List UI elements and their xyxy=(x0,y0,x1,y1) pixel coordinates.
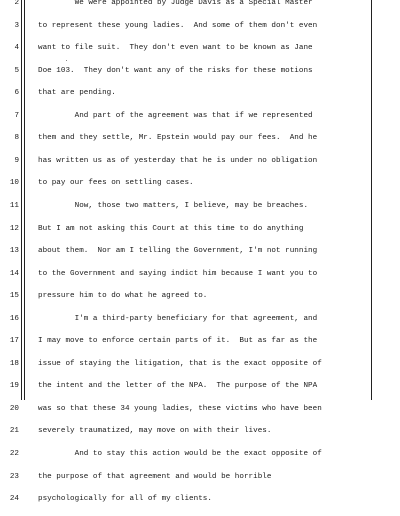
transcript-line xyxy=(0,314,400,336)
line-number: 8 xyxy=(14,134,19,143)
line-text: the purpose of that agreement and would be horrible xyxy=(38,472,272,481)
transcript-line xyxy=(0,178,400,200)
line-number: 22 xyxy=(9,450,19,458)
line-number: 3 xyxy=(14,21,19,30)
line-number: 21 xyxy=(9,427,19,436)
line-text: Now, those two matters, I believe, may be breaches. xyxy=(38,201,309,210)
line-text: And part of the agreement was that if we represented xyxy=(38,111,313,120)
line-text: And to stay this action would be the exact opposite of xyxy=(38,450,322,458)
transcript-line xyxy=(0,494,400,516)
line-number: 11 xyxy=(9,201,19,210)
transcript-line xyxy=(0,66,400,88)
transcript-line xyxy=(0,426,400,448)
line-number: 14 xyxy=(9,269,19,278)
transcript-line xyxy=(0,472,400,494)
transcript-line xyxy=(0,291,400,313)
line-text: to represent these young ladies. And some of them don't even xyxy=(38,21,318,30)
line-text: has written us as of yesterday that he is under no obligation xyxy=(38,156,318,165)
line-text: about them. Nor am I telling the Government, I'm not running xyxy=(38,247,318,256)
line-text: that are pending. xyxy=(38,89,116,98)
line-number: 2 xyxy=(14,0,19,7)
line-text: But I am not asking this Court at this time to do anything xyxy=(38,224,304,233)
line-number: 9 xyxy=(14,156,19,165)
line-text: severely traumatized, may move on with their lives. xyxy=(38,427,272,436)
transcript-line xyxy=(0,269,400,291)
transcript-line xyxy=(0,88,400,110)
transcript-line xyxy=(0,359,400,381)
transcript-line xyxy=(0,111,400,133)
line-number: 10 xyxy=(9,179,19,188)
line-text: I may move to enforce certain parts of it. But as far as the xyxy=(38,337,318,346)
line-text: the intent and the letter of the NPA. The purpose of the NPA xyxy=(38,382,318,391)
line-text: was so that these 34 young ladies, these victims who have been xyxy=(38,404,322,413)
line-text: We were appointed by Judge Davis as a Special Master xyxy=(38,0,313,7)
transcript-line xyxy=(0,336,400,358)
line-text: psychologically for all of my clients. xyxy=(38,495,212,504)
line-text: I'm a third-party beneficiary for that agreement, and xyxy=(38,314,318,323)
line-text: want to file suit. They don't even want to be known as Jane xyxy=(38,44,313,53)
line-number: 15 xyxy=(9,292,19,301)
transcript-line xyxy=(0,381,400,403)
line-text: to the Government and saying indict him because I want you to xyxy=(38,269,318,278)
line-number: 17 xyxy=(9,337,19,346)
line-text: Doe 103. They don't want any of the risks for these motions xyxy=(38,66,313,75)
line-text: to pay our fees on settling cases. xyxy=(38,179,194,188)
line-number: 16 xyxy=(9,314,19,323)
transcript-line xyxy=(0,133,400,155)
transcript-line xyxy=(0,246,400,268)
line-number: 24 xyxy=(9,495,19,504)
line-number: 19 xyxy=(9,382,19,391)
line-text: them and they settle, Mr. Epstein would pay our fees. And he xyxy=(38,134,318,143)
line-text: issue of staying the litigation, that is the exact opposite of xyxy=(38,359,322,368)
line-text: pressure him to do what he agreed to. xyxy=(38,292,208,301)
transcript-line xyxy=(0,404,400,426)
transcript-line xyxy=(0,43,400,65)
transcript-line xyxy=(0,224,400,246)
line-number: 5 xyxy=(14,66,19,75)
line-number: 6 xyxy=(14,89,19,98)
line-number: 4 xyxy=(14,44,19,53)
transcript-line xyxy=(0,0,400,20)
transcript-line xyxy=(0,21,400,43)
line-number: 18 xyxy=(9,359,19,368)
transcript-line xyxy=(0,201,400,223)
line-number: 7 xyxy=(14,111,19,120)
line-number: 13 xyxy=(9,247,19,256)
transcript-line xyxy=(0,449,400,471)
line-number: 20 xyxy=(9,404,19,413)
line-number: 23 xyxy=(9,472,19,481)
line-number: 12 xyxy=(9,224,19,233)
transcript-line xyxy=(0,156,400,178)
